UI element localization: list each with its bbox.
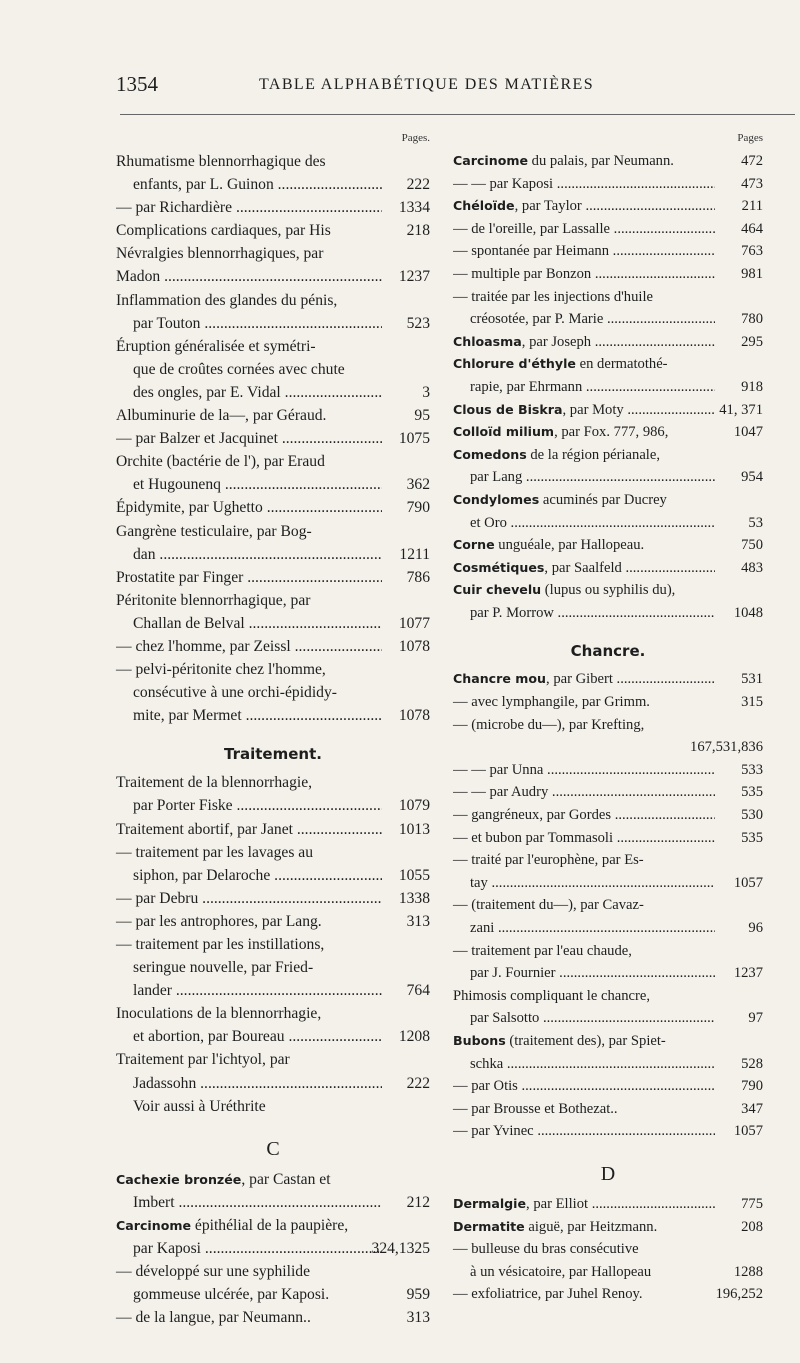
running-title: TABLE ALPHABÉTIQUE DES MATIÈRES [259,76,595,93]
entry-text: par Lang ..... [470,466,715,489]
page-ref: 1338 [398,889,430,907]
page-ref: 313 [406,912,430,930]
entry-text: — multiple par Bonzon ..... [453,263,715,286]
entry-text: — par les antrophores, par Lang. [116,912,322,930]
index-entry [453,691,763,714]
section-heading: Chancre. [570,642,646,661]
entry-text: schka ..... [470,1053,715,1076]
index-entry [453,894,763,917]
entry-text: Bubons (traitement des), par Spiet- [453,1032,666,1049]
index-entry [116,635,430,658]
index-entry [453,150,763,173]
page-ref: 53 [748,514,763,531]
index-entry [453,195,763,218]
entry-text: — — par Kaposi ..... [453,173,715,196]
entry-text: gommeuse ulcérée, par Kaposi. [133,1286,330,1304]
letter-heading: D [600,1162,616,1185]
index-entry [116,543,430,566]
entry-text: par Touton ..... [133,312,382,335]
index-entry [116,681,430,704]
page-ref: 295 [741,333,763,350]
index-entry [116,658,430,681]
entry-text: — gangréneux, par Gordes ..... [453,804,715,827]
page-ref: 222 [406,1074,430,1092]
index-entry [453,759,763,782]
index-entry [116,704,430,727]
page-ref: 918 [741,378,763,395]
index-entry [453,1238,763,1261]
entry-text: créosotée, par P. Marie ..... [470,308,715,331]
page-ref: 483 [741,559,763,576]
index-entry [453,512,763,535]
page-ref: 1288 [733,1263,763,1280]
entry-text: Challan de Belval ..... [133,612,382,635]
page-ref: 95 [414,407,430,425]
entry-text: Carcinome épithélial de la paupière, [116,1216,349,1234]
page-ref: 473 [741,175,763,192]
page-ref: 324,1325 [371,1240,430,1258]
page-ref: 196,252 [715,1286,763,1303]
entry-text: — traité par l'europhène, par Es- [453,852,644,869]
page-ref: 222 [406,176,430,194]
page-ref: 523 [406,314,430,332]
entry-text: — de l'oreille, par Lassalle ..... [453,218,715,241]
entry-text: mite, par Mermet ..... [133,704,382,727]
page-ref: 1237 [733,965,763,982]
index-entry [116,289,430,312]
index-entry [116,520,430,543]
index-entry [116,1025,430,1048]
index-entry [116,219,430,242]
entry-text: — chez l'homme, par Zeissl ..... [116,635,382,658]
page-number: 1354 [116,72,158,96]
entry-text: 167,531,836 [690,739,763,756]
index-entry [116,566,430,589]
index-entry [116,1214,430,1237]
letter-heading: C [266,1137,280,1160]
page-ref: 533 [741,761,763,778]
entry-text: Cosmétiques, par Saalfeld ..... [453,557,715,580]
page-ref: 472 [741,153,763,169]
page-ref: 531 [741,671,763,688]
index-entry [116,612,430,635]
entry-text: Inoculations de la blennorrhagie, [116,1005,322,1023]
entry-text: Inflammation des glandes du pénis, [116,291,338,309]
index-entry [116,910,430,933]
index-entry [116,427,430,450]
index-entry [116,887,430,910]
page-ref: 530 [741,807,763,824]
entry-text: à un vésicatoire, par Hallopeau [470,1263,652,1280]
entry-text: par Porter Fiske ..... [133,794,382,817]
page-ref: 775 [741,1195,763,1212]
page-ref: 1047 [733,424,763,441]
entry-text: Chancre mou, par Gibert ..... [453,668,715,691]
index-entry [453,399,763,422]
page-ref: 211 [741,198,763,215]
index-entry [453,579,763,602]
entry-text: — par Yvinec ..... [453,1120,715,1143]
header-rule [120,114,795,115]
page-ref: 362 [406,476,430,494]
index-entry [116,242,430,265]
index-entry [116,312,430,335]
page-ref: 1079 [398,797,430,815]
index-entry [116,1002,430,1025]
entry-text: par P. Morrow ..... [470,602,715,625]
entry-text: dan ..... [133,543,382,566]
entry-text: — de la langue, par Neumann.. [116,1309,311,1327]
index-entry [116,1168,430,1191]
index-entry [116,1048,430,1071]
entry-text: Chloasma, par Joseph ..... [453,331,715,354]
entry-text: — par Richardière ..... [116,196,382,219]
index-entry [453,962,763,985]
entry-text: Clous de Biskra, par Moty ..... [453,399,715,422]
entry-text: consécutive à une orchi-épididy- [133,684,337,702]
entry-text: rapie, par Ehrmann ..... [470,376,715,399]
entry-text: Péritonite blennorrhagique, par [116,591,311,609]
entry-text: et abortion, par Boureau ..... [133,1025,382,1048]
page-ref: 790 [406,499,430,517]
index-entry [453,376,763,399]
entry-text: tay ..... [470,872,715,895]
index-entry [453,489,763,512]
page-ref: 763 [741,243,763,260]
entry-text: Traitement par l'ichtyol, par [116,1051,290,1069]
index-entry [453,668,763,691]
page-ref: 981 [741,265,763,282]
entry-text: Madon ..... [116,265,382,288]
index-entry [453,240,763,263]
page-ref: 528 [741,1055,763,1072]
entry-text: seringue nouvelle, par Fried- [133,959,314,977]
entry-text: par J. Fournier ..... [470,962,715,985]
entry-text: Traitement abortif, par Janet ..... [116,818,382,841]
page-ref: 1055 [398,866,430,884]
index-entry [453,466,763,489]
page-ref: 3 [422,383,430,401]
entry-text: — pelvi-péritonite chez l'homme, [116,661,326,679]
entry-text: Névralgies blennorrhagiques, par [116,245,324,263]
entry-text: zani ..... [470,917,715,940]
entry-text: — traitée par les injections d'huile [453,288,653,305]
entry-text: Éruption généralisée et symétri- [116,337,316,355]
entry-text: Chlorure d'éthyle en dermatothé- [453,356,668,373]
page-ref: 535 [741,829,763,846]
index-entry [116,404,430,427]
page-ref: 1075 [398,430,430,448]
entry-text: — avec lymphangile, par Grimm. [453,694,650,711]
index-entry [116,1283,430,1306]
index-entry [116,335,430,358]
entry-text: Dermatite aiguë, par Heitzmann. [453,1218,658,1235]
index-entry [453,781,763,804]
page-ref: 218 [406,222,430,240]
index-entry [453,331,763,354]
page-ref: 97 [748,1010,763,1027]
page-ref: 750 [741,537,763,554]
entry-text: des ongles, par E. Vidal ..... [133,381,382,404]
index-entry [453,557,763,580]
index-entry [453,218,763,241]
page-ref: 208 [741,1218,763,1235]
entry-text: par Salsotto ..... [470,1007,715,1030]
index-entry [116,794,430,817]
page-ref: 764 [406,982,430,1000]
index-entry [116,979,430,1002]
entry-text: Dermalgie, par Elliot ..... [453,1193,715,1216]
page-ref: 1057 [733,1123,763,1140]
entry-text: Corne unguéale, par Hallopeau. [453,537,645,554]
entry-text: Épidymite, par Ughetto ..... [116,496,382,519]
page-ref: 1078 [398,707,430,725]
index-entry [453,1216,763,1239]
entry-text: — traitement par les lavages au [116,843,314,861]
index-entry [453,1283,763,1306]
index-entry [453,1075,763,1098]
index-entry [453,985,763,1008]
page-ref: 790 [741,1078,763,1095]
page-ref: 464 [741,220,763,237]
entry-text: enfants, par L. Guinon ..... [133,173,382,196]
entry-text: et Hugounenq ..... [133,473,382,496]
pages-label: Pages. [401,132,430,144]
index-entry [116,771,430,794]
index-entry [453,534,763,557]
entry-text: Carcinome du palais, par Neumann. [453,153,674,169]
entry-text: Cuir chevelu (lupus ou syphilis du), [453,582,676,599]
page-ref: 1211 [399,545,430,563]
index-entry [453,872,763,895]
index-entry [453,1261,763,1284]
entry-text: Gangrène testiculaire, par Bog- [116,522,312,540]
index-entry [453,917,763,940]
entry-text: Phimosis compliquant le chancre, [453,987,650,1004]
index-entry [116,1306,430,1329]
entry-text: Voir aussi à Uréthrite [133,1097,266,1115]
index-entry [453,1053,763,1076]
index-entry [116,265,430,288]
index-entry [453,736,763,759]
index-entry [453,421,763,444]
entry-text: siphon, par Delaroche ..... [133,864,382,887]
entry-text: Colloïd milium, par Fox. 777, 986, [453,424,669,441]
index-entry [453,1007,763,1030]
index-entry [453,940,763,963]
index-entry [116,864,430,887]
index-entry [453,173,763,196]
page-ref: 1078 [398,637,430,655]
index-entry [116,589,430,612]
index-entry [116,450,430,473]
entry-text: Comedons de la région périanale, [453,446,660,463]
index-entry [453,1120,763,1143]
index-entry [116,473,430,496]
page-ref: 347 [741,1100,763,1117]
entry-text: — exfoliatrice, par Juhel Renoy. [453,1286,643,1303]
index-entry [116,1260,430,1283]
entry-text: — bulleuse du bras consécutive [453,1241,639,1258]
page-ref: 313 [406,1309,430,1327]
index-entry [116,818,430,841]
page-ref: 41, 371 [719,401,763,418]
page-ref: 1334 [398,199,430,217]
index-entry [116,1237,430,1260]
left-column [116,132,430,1329]
index-entry [116,358,430,381]
page-ref: 1057 [733,874,763,891]
entry-text: — et bubon par Tommasoli ..... [453,827,715,850]
entry-text: Complications cardiaques, par His [116,222,331,240]
entry-text: par Kaposi ..... [133,1237,382,1260]
index-entry [453,1098,763,1121]
entry-text: Albuminurie de la—, par Géraud. [116,407,327,425]
index-entry [116,196,430,219]
page-ref: 535 [741,784,763,801]
index-entry [116,173,430,196]
entry-text: — développé sur une syphilide [116,1263,311,1281]
entry-text: Jadassohn ..... [133,1072,382,1095]
entry-text: et Oro ..... [470,512,715,535]
page-ref: 315 [741,694,763,711]
index-entry [116,956,430,979]
entry-text: — — par Unna ..... [453,759,715,782]
index-entry [116,933,430,956]
entry-text: Traitement de la blennorrhagie, [116,774,313,792]
index-entry [116,841,430,864]
index-entry [116,496,430,519]
page-ref: 780 [741,311,763,328]
section-heading: Traitement. [224,745,322,764]
page-ref: 959 [406,1286,430,1304]
entry-text: Chéloïde, par Taylor ..... [453,195,715,218]
entry-text: — (traitement du—), par Cavaz- [453,897,644,914]
index-entry [453,1030,763,1053]
index-entry [453,444,763,467]
index-entry [116,1095,430,1118]
entry-text: Prostatite par Finger ..... [116,566,382,589]
entry-text: — par Debru ..... [116,887,382,910]
entry-text: Orchite (bactérie de l'), par Eraud [116,453,325,471]
page-ref: 1013 [398,820,430,838]
page-ref: 212 [406,1193,430,1211]
index-entry [116,1191,430,1214]
entry-text: Cachexie bronzée, par Castan et [116,1170,331,1188]
index-entry [116,381,430,404]
index-entry [453,286,763,309]
index-entry [116,1072,430,1095]
index-entry [453,804,763,827]
index-entry [453,353,763,376]
entry-text: — (microbe du—), par Krefting, [453,716,645,733]
page-ref: 786 [406,568,430,586]
index-entry [453,827,763,850]
entry-text: — traitement par l'eau chaude, [453,942,632,959]
index-entry [453,602,763,625]
entry-text: que de croûtes cornées avec chute [133,360,345,378]
page-ref: 1208 [398,1028,430,1046]
right-column [453,132,763,1306]
index-entry [453,714,763,737]
entry-text: — par Balzer et Jacquinet ..... [116,427,382,450]
index-entry [453,308,763,331]
entry-text: Condylomes acuminés par Ducrey [453,491,667,508]
entry-text: lander ..... [133,979,382,1002]
page-header [116,72,796,104]
page-ref: 954 [741,469,763,486]
entry-text: — — par Audry ..... [453,781,715,804]
entry-text: — par Brousse et Bothezat.. [453,1100,618,1117]
index-entry [453,849,763,872]
index-entry [453,263,763,286]
pages-label: Pages [737,132,763,144]
page-ref: 1237 [398,268,430,286]
entry-text: — par Otis ..... [453,1075,715,1098]
page-ref: 96 [748,920,763,936]
entry-text: — traitement par les instillations, [116,936,325,953]
page-ref: 1048 [733,604,763,621]
index-entry [116,150,430,173]
page-ref: 1077 [398,614,430,632]
entry-text: Rhumatisme blennorrhagique des [116,153,326,170]
entry-text: Imbert ..... [133,1191,382,1214]
index-entry [453,1193,763,1216]
entry-text: — spontanée par Heimann ..... [453,240,715,263]
